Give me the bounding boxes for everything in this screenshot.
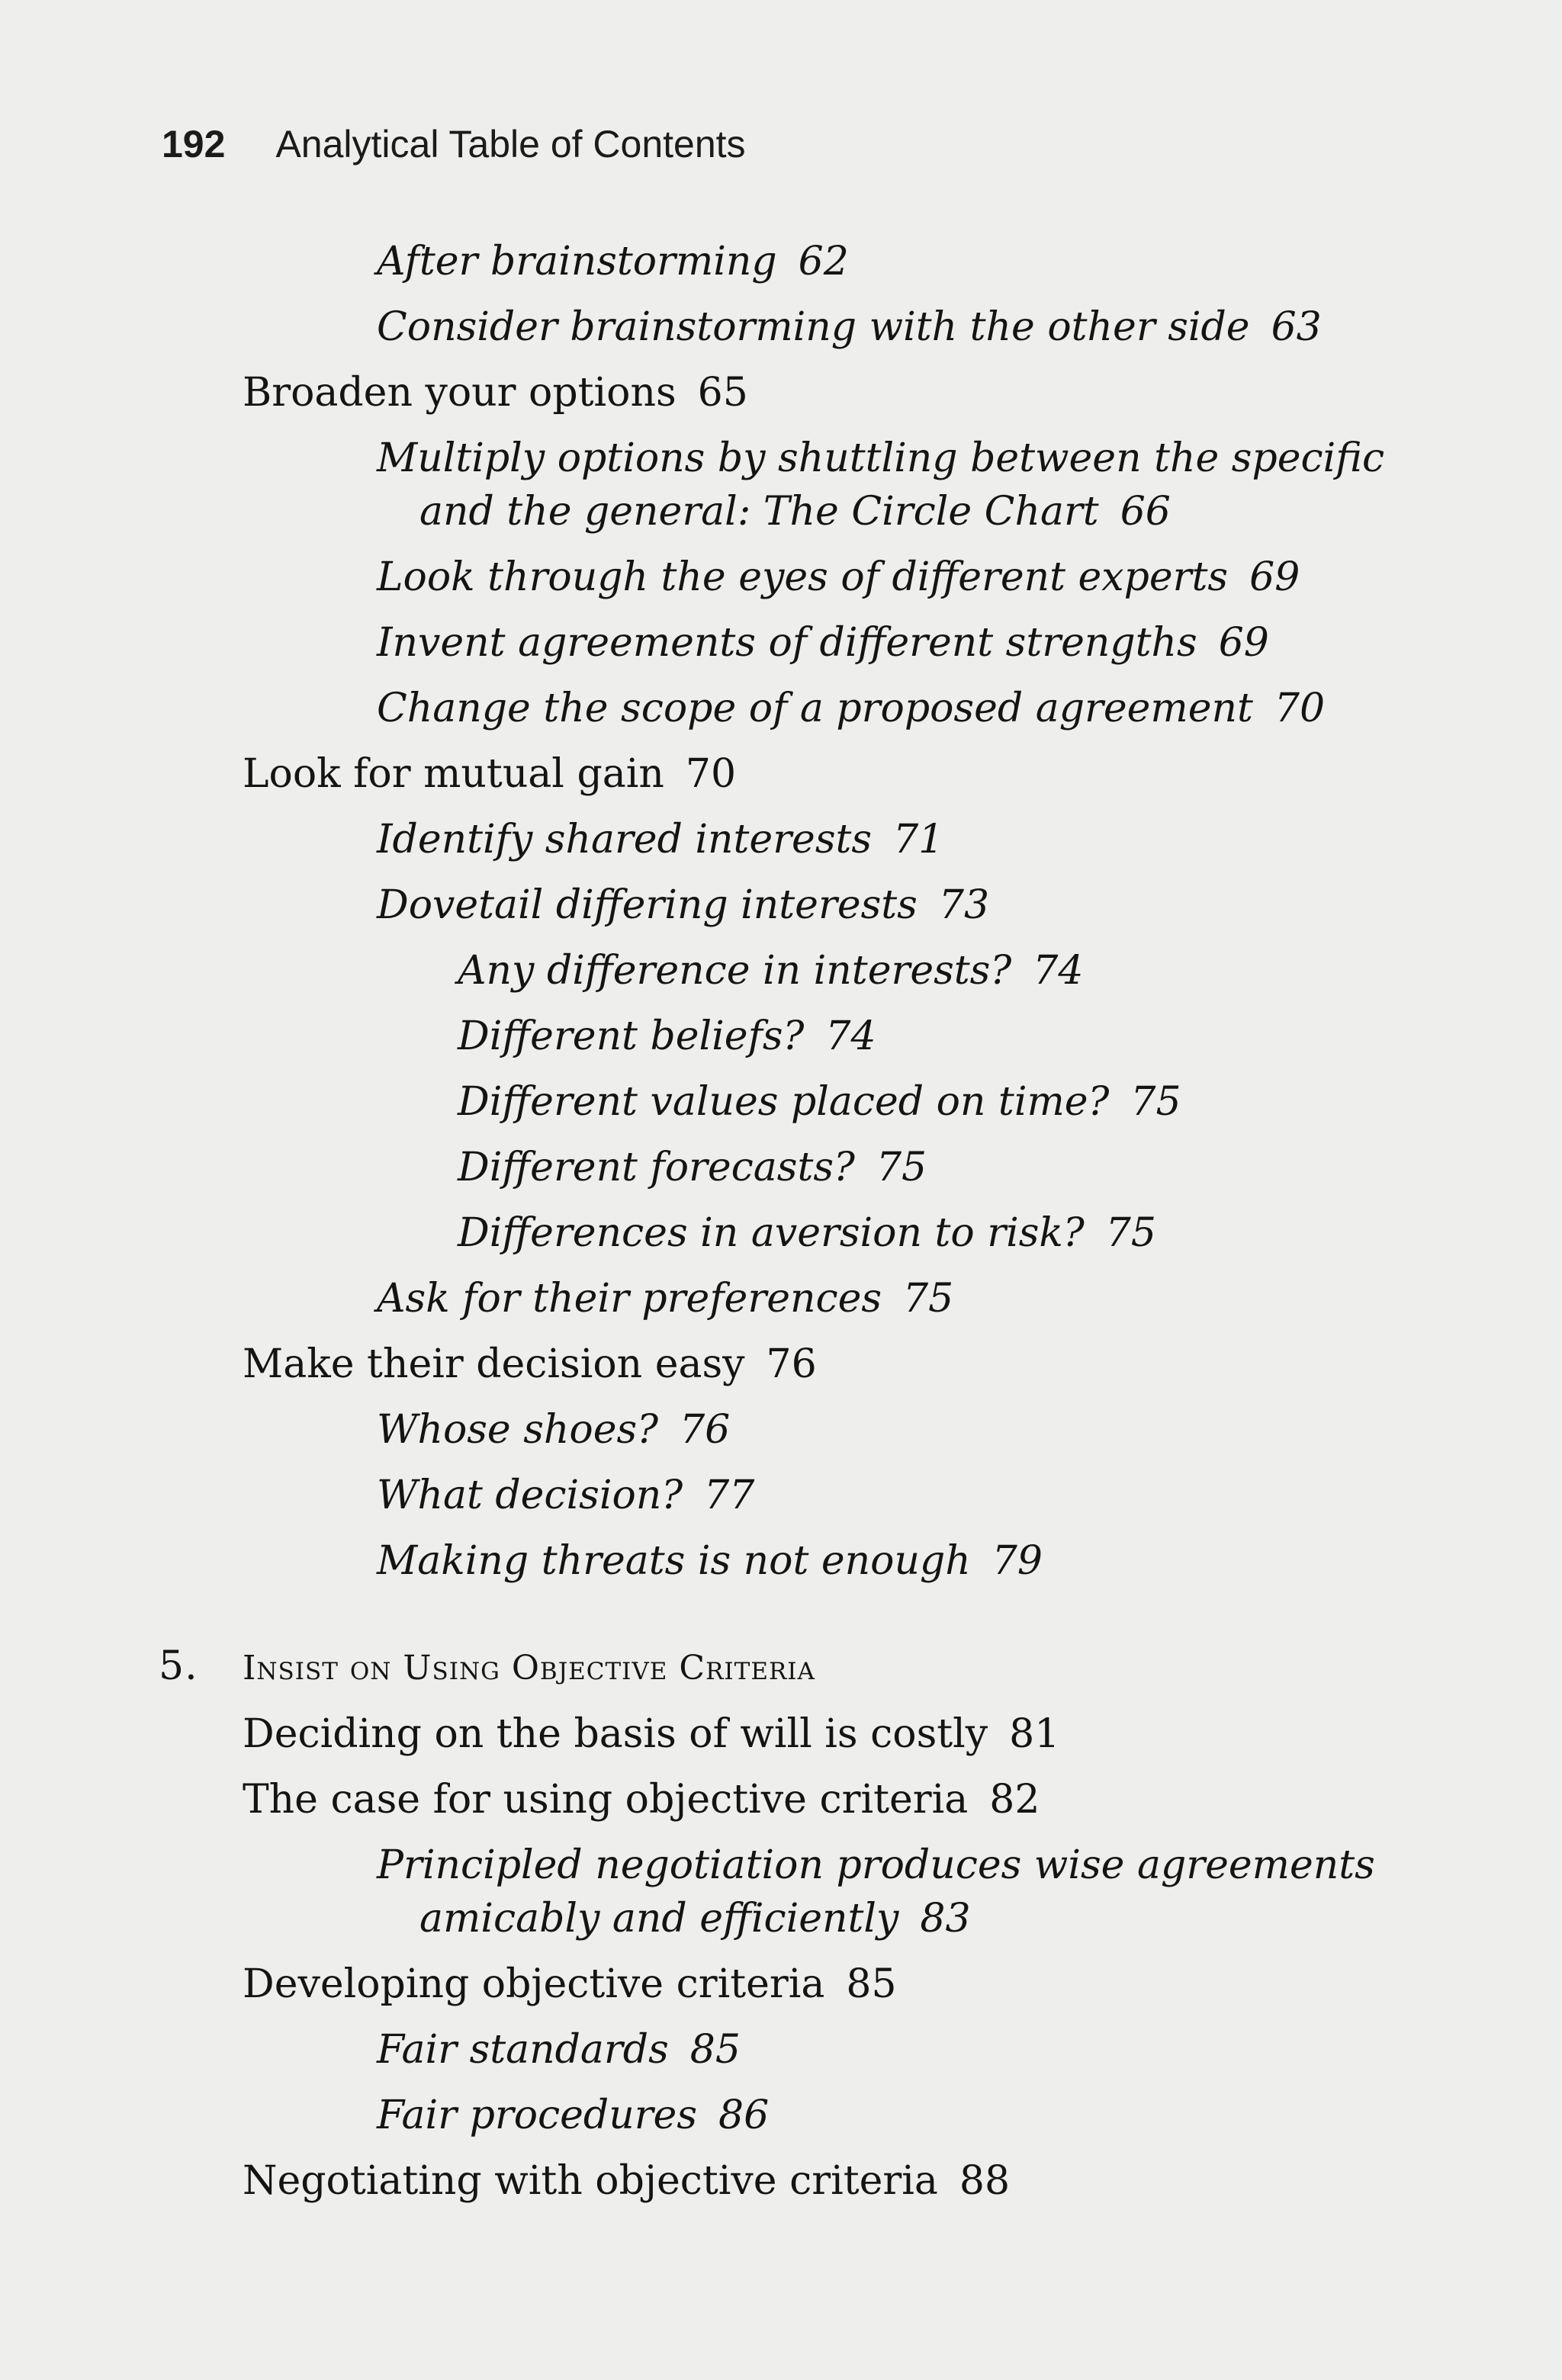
page-number: 192 [162, 123, 226, 165]
toc-page-number: 66 [1120, 489, 1171, 535]
toc-entry-continuation: amicably and efficiently 83 [419, 1896, 971, 1942]
toc-page-number: 74 [1033, 948, 1084, 994]
chapter-title: Insist on Using Objective Criteria [243, 1649, 815, 1688]
chapter-number: 5. [159, 1643, 198, 1689]
toc-entry-what-decision: What decision? 77 [377, 1473, 755, 1518]
toc-entry-broaden-options: Broaden your options 65 [243, 370, 748, 416]
toc-entry-mutual-gain: Look for mutual gain 70 [243, 751, 737, 797]
toc-entry-change-scope: Change the scope of a proposed agreement 70 [377, 686, 1326, 731]
toc-page-number: 75 [876, 1145, 927, 1190]
toc-entry-fair-standards: Fair standards 85 [377, 2027, 741, 2073]
toc-entry-fair-procedures: Fair procedures 86 [377, 2093, 770, 2138]
toc-entry-different-experts: Look through the eyes of different experts 69 [377, 554, 1300, 600]
toc-entry-principled-negotiation: Principled negotiation produces wise agreements amicably and efficiently 83 [243, 1832, 1425, 1951]
toc-page-number: 73 [938, 882, 990, 928]
toc-entry-basis-of-will: Deciding on the basis of will is costly 81 [243, 1711, 1060, 1757]
chapter-heading [159, 1633, 1425, 1701]
toc-entry-whose-shoes: Whose shoes? 76 [377, 1407, 731, 1453]
toc-entry-different-forecasts: Different forecasts? 75 [458, 1145, 927, 1190]
toc-entry-developing-criteria: Developing objective criteria 85 [243, 1961, 897, 2007]
toc-entry-consider-brainstorming: Consider brainstorming with the other side 63 [377, 304, 1322, 350]
toc-entry-aversion-to-risk: Differences in aversion to risk? 75 [458, 1210, 1156, 1256]
toc-page-number: 75 [903, 1276, 954, 1322]
toc-page-number: 74 [825, 1013, 876, 1059]
toc-page-number: 79 [992, 1538, 1043, 1584]
toc-entry-negotiating-criteria: Negotiating with objective criteria 88 [243, 2158, 1011, 2204]
toc-page-number: 69 [1249, 554, 1300, 600]
toc-page-number: 77 [704, 1473, 755, 1518]
toc-page-number: 76 [766, 1341, 817, 1387]
toc-page-number: 70 [1274, 686, 1326, 731]
toc-page-number: 69 [1218, 620, 1269, 666]
toc-page-number: 88 [959, 2158, 1011, 2204]
toc-entry-case-for-criteria: The case for using objective criteria 82 [243, 1777, 1040, 1823]
toc-page-number: 85 [689, 2027, 741, 2073]
running-title: Analytical Table of Contents [275, 123, 746, 165]
toc-entry-making-threats: Making threats is not enough 79 [377, 1538, 1043, 1584]
toc-entry-multiply-options: Multiply options by shuttling between the specific and the general: The Circle Chart 66 [243, 426, 1425, 544]
toc-page-number: 71 [893, 817, 944, 862]
toc-page-number: 63 [1271, 304, 1322, 350]
toc-page-number: 75 [1105, 1210, 1156, 1256]
toc-page-number: 76 [680, 1407, 731, 1453]
toc-entry-shared-interests: Identify shared interests 71 [377, 817, 944, 862]
toc-entry-values-on-time: Different values placed on time? 75 [458, 1079, 1181, 1125]
toc-entry-ask-preferences: Ask for their preferences 75 [377, 1276, 954, 1322]
toc-entry-dovetail-interests: Dovetail differing interests 73 [377, 882, 990, 928]
toc-entry-continuation: and the general: The Circle Chart 66 [419, 489, 1171, 535]
toc-page-number: 70 [685, 751, 737, 797]
toc-page-number: 82 [989, 1777, 1040, 1823]
toc-page-number: 83 [920, 1896, 971, 1942]
toc-page-number: 85 [846, 1961, 897, 2007]
toc-entry-after-brainstorming: After brainstorming 62 [377, 239, 849, 284]
toc-entry-invent-agreements: Invent agreements of different strengths 69 [377, 620, 1269, 666]
toc-page-number: 81 [1009, 1711, 1060, 1757]
toc-page-number: 62 [798, 239, 849, 284]
running-head [162, 122, 746, 166]
toc-page-number: 86 [718, 2093, 770, 2138]
toc-page-number: 75 [1130, 1079, 1181, 1125]
table-of-contents [159, 229, 1425, 2214]
toc-entry-difference-in-interests: Any difference in interests? 74 [458, 948, 1084, 994]
toc-entry-decision-easy: Make their decision easy 76 [243, 1341, 817, 1387]
toc-entry-different-beliefs: Different beliefs? 74 [458, 1013, 876, 1059]
toc-page-number: 65 [697, 370, 748, 416]
